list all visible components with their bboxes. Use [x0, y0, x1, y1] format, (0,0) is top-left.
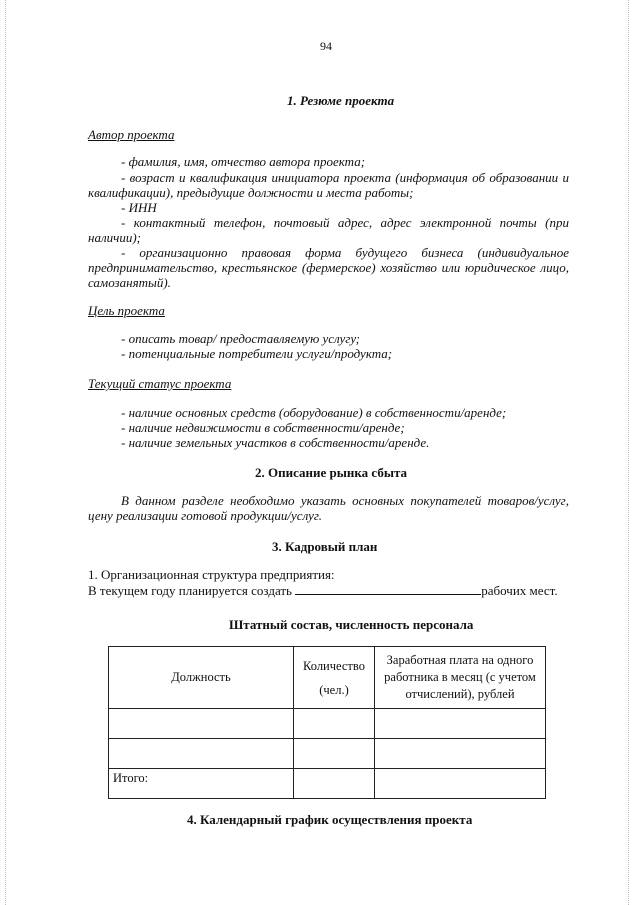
author-line-2a: - возраст и квалификация инициатора проекта (информация об образовании и	[121, 170, 569, 185]
section4-title: 4. Календарный график осуществления проекта	[187, 812, 473, 827]
col-salary-header-line2: работника в месяц (с учетом	[384, 670, 536, 684]
table-cell	[294, 769, 375, 799]
author-line-4a: - контактный телефон, почтовый адрес, адрес электронной почты (при	[121, 215, 569, 230]
jobs-planned-suffix: рабочих мест.	[481, 583, 558, 598]
goal-line-2: - потенциальные потребители услуги/продукта;	[121, 346, 393, 361]
status-line-3: - наличие земельных участков в собственности/аренде.	[121, 435, 430, 450]
author-line-5b: предпринимательство, крестьянское (фермерское) хозяйство или юридическое лицо,	[88, 260, 569, 275]
table-header-row	[109, 647, 546, 709]
col-salary-header-line1: Заработная плата на одного	[386, 653, 534, 667]
goal-line-1: - описать товар/ предоставляемую услугу;	[121, 331, 360, 346]
section1-title: 1. Резюме проекта	[287, 93, 395, 108]
table-row	[109, 739, 546, 769]
col-count-header-line1: Количество	[303, 658, 365, 673]
goal-heading: Цель проекта	[88, 303, 165, 318]
jobs-count-blank	[295, 583, 481, 595]
jobs-planned-line	[88, 583, 558, 599]
status-line-2: - наличие недвижимости в собственности/аренде;	[121, 420, 405, 435]
author-line-1: - фамилия, имя, отчество автора проекта;	[121, 154, 366, 169]
author-line-4b: наличии);	[88, 230, 141, 245]
table-cell	[294, 739, 375, 769]
status-line-1: - наличие основных средств (оборудование) в собственности/аренде;	[121, 405, 507, 420]
col-count-header	[294, 647, 375, 709]
total-label: Итого:	[109, 769, 294, 799]
section3-title: 3. Кадровый план	[272, 539, 378, 554]
author-line-2b: квалификации), предыдущие должности и места работы;	[88, 185, 414, 200]
table-cell	[375, 709, 546, 739]
table-cell	[375, 739, 546, 769]
table-cell	[294, 709, 375, 739]
scan-left-edge	[5, 0, 7, 905]
col-salary-header	[375, 647, 546, 709]
col-salary-header-line3: отчислений), рублей	[405, 687, 515, 701]
table-cell	[375, 769, 546, 799]
table-row	[109, 709, 546, 739]
col-count-header-line2: (чел.)	[319, 682, 349, 697]
section2-title: 2. Описание рынка сбыта	[255, 465, 408, 480]
author-line-3: - ИНН	[121, 200, 157, 215]
table-total-row	[109, 769, 546, 799]
author-heading: Автор проекта	[88, 127, 175, 142]
author-line-5c: самозанятый).	[88, 275, 171, 290]
org-structure-line: 1. Организационная структура предприятия:	[88, 567, 335, 582]
staff-table	[108, 646, 546, 799]
section2-line-2: цену реализации готовой продукции/услуг.	[88, 508, 322, 523]
table-cell	[109, 709, 294, 739]
jobs-planned-prefix: В текущем году планируется создать	[88, 583, 292, 598]
section2-line-1: В данном разделе необходимо указать основных покупателей товаров/услуг,	[121, 493, 569, 508]
scan-right-edge	[628, 0, 630, 905]
page-number: 94	[320, 39, 332, 53]
col-position-header: Должность	[109, 647, 294, 709]
author-line-5a: - организационно правовая форма будущего бизнеса (индивидуальное	[121, 245, 569, 260]
status-heading: Текущий статус проекта	[88, 376, 232, 391]
staff-table-title: Штатный состав, численность персонала	[229, 617, 474, 632]
table-cell	[109, 739, 294, 769]
